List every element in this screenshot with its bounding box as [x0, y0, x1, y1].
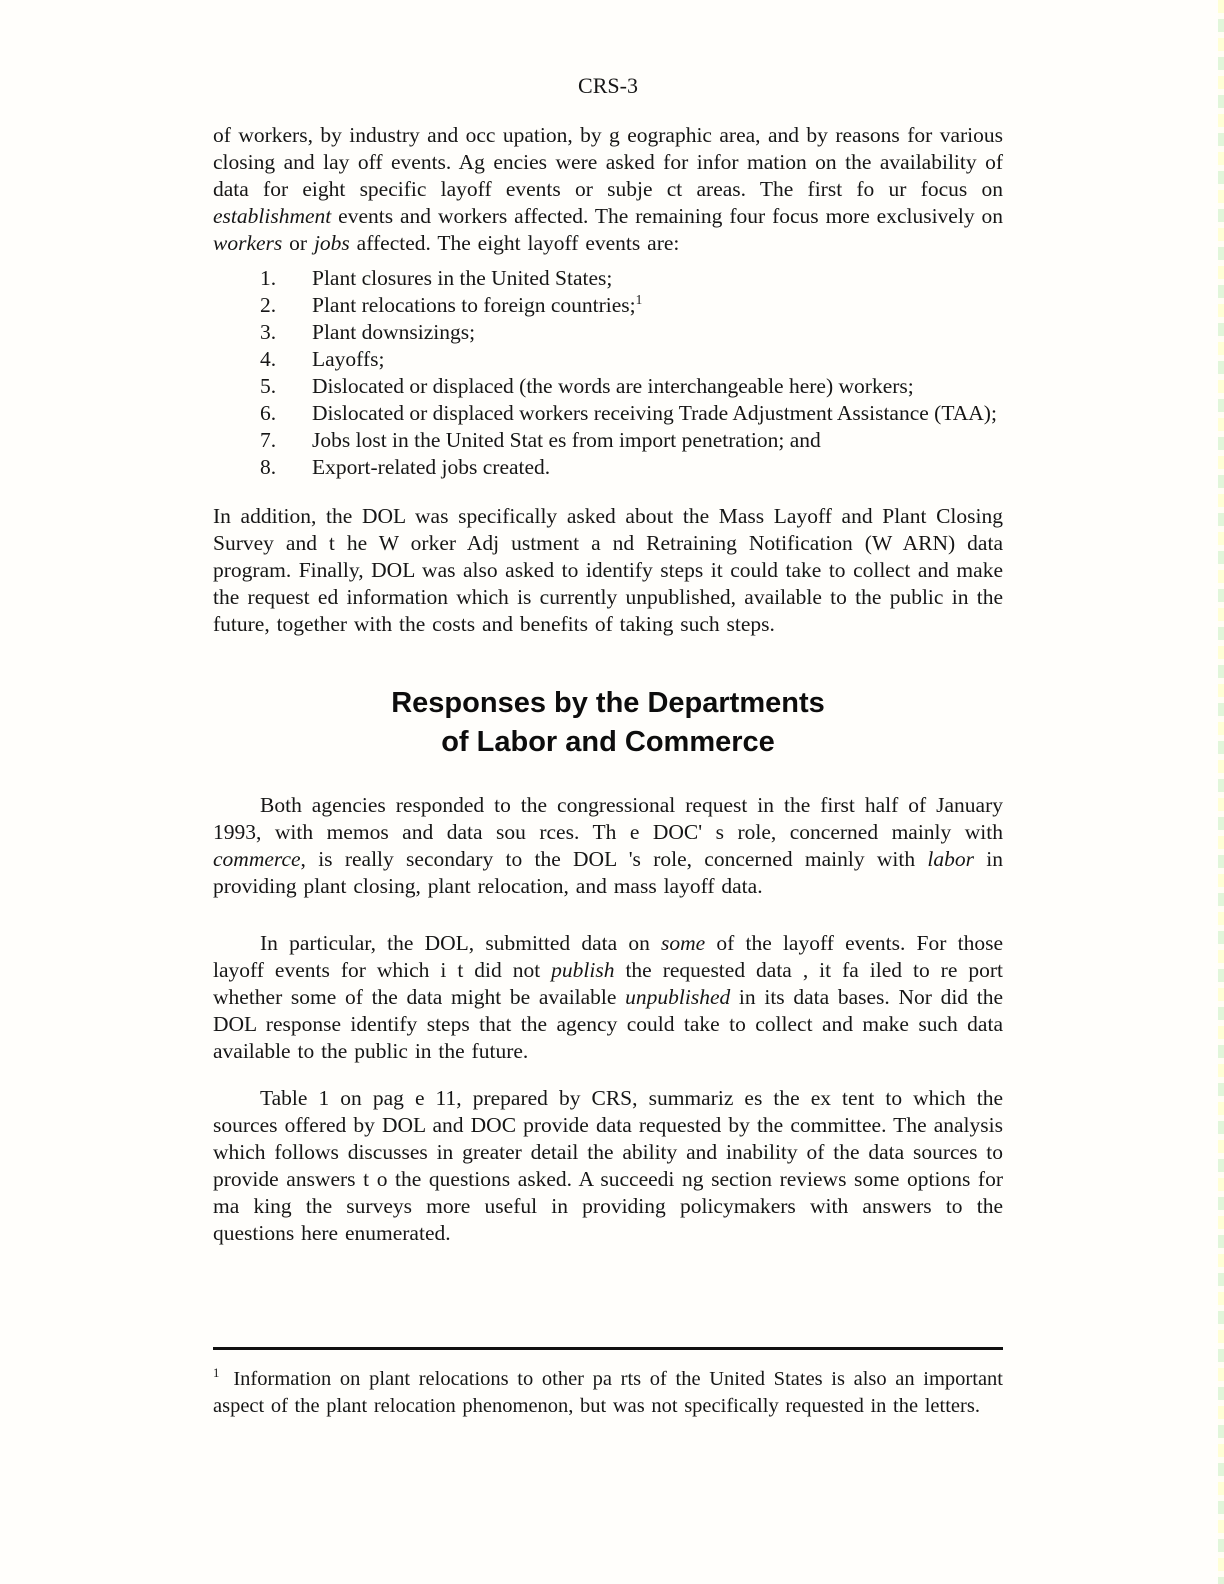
- text-run: affected. The eight layoff events are:: [349, 231, 680, 255]
- italic-text-run: jobs: [313, 231, 350, 255]
- list-item-number: 4.: [260, 347, 277, 371]
- italic-text-run: establishment: [213, 204, 332, 228]
- text-run: events and workers affected. The remaining four focus more exclusively on: [331, 204, 1003, 228]
- list-item-text: [312, 265, 1003, 292]
- footnote-text: [213, 1368, 1003, 1417]
- text-run: In addition, the DOL was specifically asked about the Mass Layoff and Plant Closing Survey and t he W orker Adj ustment a nd Retraining Notification (W ARN) data program. Finally, DOL was also asked to identify steps it could take to collect and make the request ed information which is currently unpublished, available to the public in the future, together with the costs and benefits of taking such steps.: [213, 504, 1003, 636]
- text-run: Plant relocations to foreign countries;: [312, 293, 636, 317]
- text-run: the requested data , it fa iled to re port whether some of the data might be available: [213, 958, 1003, 1009]
- section-heading-line1: Responses by the Departments: [391, 687, 825, 719]
- layoff-events-list: [213, 265, 1003, 481]
- text-run: of workers, by industry and occ upation, by g eographic area, and by reasons for various closing and lay off events. Ag encies were asked for infor mation on the availability of data for eight specific layoff events or subje ct areas. The first fo ur focus on: [213, 123, 1003, 201]
- list-item: [213, 292, 1003, 319]
- paragraph-dol-addition: [213, 503, 1003, 638]
- footnote-ref-superscript: 1: [635, 291, 643, 307]
- list-item-number: 6.: [260, 401, 277, 425]
- italic-text-run: workers: [213, 231, 283, 255]
- paragraph-table-summary: [213, 1085, 1003, 1247]
- text-run: Jobs lost in the United Stat es from import penetration; and: [312, 428, 821, 452]
- list-item: [213, 265, 1003, 292]
- footnote-rule: [213, 1347, 1003, 1350]
- text-run: Plant downsizings;: [312, 320, 476, 344]
- list-item-text: [312, 400, 1003, 427]
- page-header: CRS-3: [578, 73, 638, 98]
- text-run: in providing plant closing, plant relocation, and mass layoff data.: [213, 847, 1004, 898]
- list-item-number: 2.: [260, 293, 277, 317]
- list-item-text: [312, 373, 1003, 400]
- scan-edge-artifact: [1218, 0, 1224, 1584]
- text-run: Dislocated or displaced workers receiving Trade Adjustment Assistance (TAA);: [312, 401, 997, 425]
- text-run: In particular, the DOL, submitted data on: [260, 931, 662, 955]
- list-item: [213, 454, 1003, 481]
- list-item: [213, 373, 1003, 400]
- footnote-marker: 1: [213, 1366, 220, 1381]
- paragraph-in-particular: [213, 930, 1003, 1065]
- text-run: of the layoff events. For those layoff events for which i t did not: [213, 931, 1003, 982]
- list-item-text: [312, 292, 1003, 319]
- section-heading: [213, 684, 1003, 762]
- text-run: Dislocated or displaced (the words are interchangeable here) workers;: [312, 374, 914, 398]
- paragraph-both-agencies: [213, 792, 1003, 900]
- italic-text-run: publish: [551, 958, 615, 982]
- list-item-number: 5.: [260, 374, 277, 398]
- text-run: Both agencies responded to the congressional request in the first half of January 1993, with memos and data sou rces. Th e DOC' s role, concerned mainly with: [213, 793, 1003, 844]
- text-run: Layoffs;: [312, 347, 385, 371]
- footnote: [213, 1366, 1003, 1420]
- list-item-number: 3.: [260, 320, 277, 344]
- text-run: Export-related jobs created.: [312, 455, 551, 479]
- paragraph-intro: [213, 122, 1003, 257]
- list-item: [213, 427, 1003, 454]
- list-item-text: [312, 454, 1003, 481]
- list-item-text: [312, 346, 1003, 373]
- italic-text-run: unpublished: [625, 985, 731, 1009]
- section-heading-line2: of Labor and Commerce: [441, 726, 775, 758]
- list-item-number: 1.: [260, 266, 277, 290]
- list-item-text: [312, 319, 1003, 346]
- italic-text-run: labor: [927, 847, 974, 871]
- list-item: [213, 400, 1003, 427]
- list-item: [213, 346, 1003, 373]
- text-run: , is really secondary to the DOL 's role, concerned mainly with: [300, 847, 928, 871]
- text-run: Table 1 on pag e 11, prepared by CRS, summariz es the ex tent to which the sources offered by DOL and DOC provide data requested by the committee. The analysis which follows discusses in greater detail the ability and inability of the data sources to provide answers t o the questions asked. A succeedi ng section reviews some options for ma king the surveys more useful in providing policymakers with answers to the questions here enumerated.: [213, 1086, 1003, 1245]
- list-item: [213, 319, 1003, 346]
- list-item-text: [312, 427, 1003, 454]
- text-run: or: [282, 231, 314, 255]
- text-run: Information on plant relocations to other pa rts of the United States is also an important aspect of the plant relocation phenomenon, but was not specifically requested in the letters.: [213, 1368, 1003, 1417]
- text-run: in its data bases. Nor did the DOL response identify steps that the agency could take to collect and make such data available to the public in the future.: [213, 985, 1003, 1063]
- text-run: Plant closures in the United States;: [312, 266, 613, 290]
- list-item-number: 8.: [260, 455, 277, 479]
- list-item-number: 7.: [260, 428, 277, 452]
- italic-text-run: commerce: [213, 847, 301, 871]
- italic-text-run: some: [661, 931, 706, 955]
